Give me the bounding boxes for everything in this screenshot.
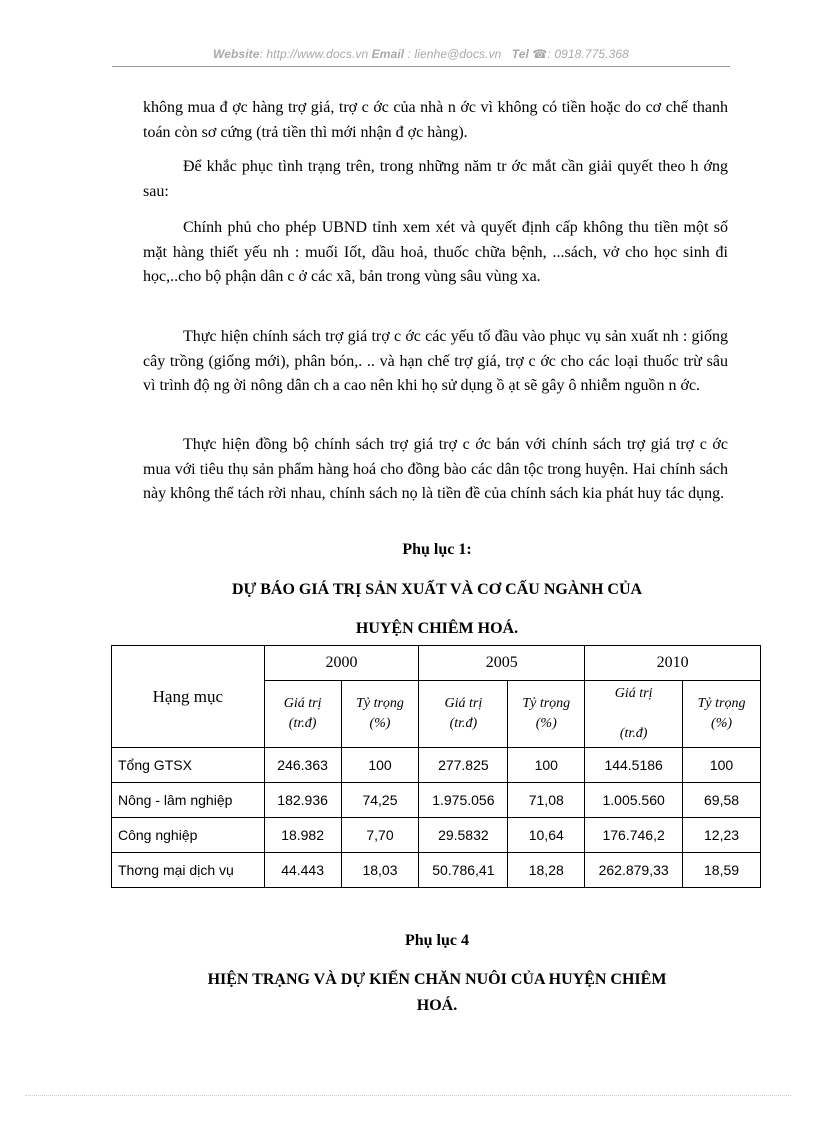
table-cell: 100 [683,748,761,783]
table-cell: 12,23 [683,818,761,853]
appendix-1-title-line-2: HUYỆN CHIÊM HOÁ. [355,620,519,637]
website-label: Website [213,47,260,61]
paragraph-3 [143,216,728,290]
appendix-1-title-line-1: DỰ BÁO GIÁ TRỊ SẢN XUẤT VÀ CƠ CẤU NGÀNH CỦA [231,581,643,598]
email-label: Email [371,47,405,61]
table-cell: 246.363 [264,748,341,783]
table-row [112,853,761,888]
paragraph-2 [143,155,728,204]
table-cell: 69,58 [683,783,761,818]
row-label: Nông - lâm nghiệp [112,783,265,818]
header-divider [112,66,730,67]
footer-divider [25,1095,791,1096]
email-value: : lienhe@docs.vn [404,47,502,61]
table-cell: 182.936 [264,783,341,818]
table-cell: 29.5832 [419,818,508,853]
table-cell: 44.443 [264,853,341,888]
row-label: Tổng GTSX [112,748,265,783]
table-cell: 18,28 [508,853,585,888]
table-cell: 7,70 [341,818,419,853]
tel-value: : 0918.775.368 [547,47,629,61]
table-cell: 176.746,2 [585,818,683,853]
website-value: : http://www.docs.vn [259,47,369,61]
paragraph-1 [143,96,728,145]
paragraph-5-text: Thực hiện đồng bộ chính sách trợ giá trợ c ớc bán với chính sách trợ giá trợ c ớc mua với tiêu thụ sản phẩm hàng hoá cho đồng bào các dân tộc trong huyện. Hai chính sách này không thể tách rời nhau, chính sách nọ là tiền đề của chính sách kia phát huy tác dụng. [143,436,728,502]
paragraph-3-text: Chính phủ cho phép UBND tỉnh xem xét và quyết định cấp không thu tiền một số mặt hàng thiết yếu nh : muối Iốt, dầu hoả, thuốc chữa bệnh, ...sách, vở cho học sinh đi học,..cho bộ phận dân c ở các xã, bản trong vùng sâu vùng xa. [143,219,728,285]
tel-label: Tel [511,47,529,61]
table-cell: 71,08 [508,783,585,818]
value-subheader: Giá trị (tr.đ) [419,681,508,748]
table-cell: 1.975.056 [419,783,508,818]
table-header-row-years [112,646,761,681]
table-row [112,818,761,853]
appendix-4-label: Phụ lục 4 [404,932,469,949]
appendix-1-label: Phụ lục 1: [402,541,472,558]
year-2000-header: 2000 [264,646,419,681]
value-subheader: Giá trị (tr.đ) [585,681,683,748]
value-subheader: Giá trị (tr.đ) [264,681,341,748]
appendix-4-title-line-1: HIỆN TRẠNG VÀ DỰ KIẾN CHĂN NUÔI CỦA HUYỆN CHIÊM [207,971,667,988]
row-header-cell: Hạng mục [112,646,265,748]
paragraph-5 [143,433,728,507]
table-cell: 18.982 [264,818,341,853]
table-cell: 1.005.560 [585,783,683,818]
table-cell: 277.825 [419,748,508,783]
table-row [112,748,761,783]
appendix-4-title-line-2: HOÁ. [416,997,458,1014]
table-cell: 50.786,41 [419,853,508,888]
table-cell: 262.879,33 [585,853,683,888]
paragraph-2-text: Để khắc phục tình trạng trên, trong những năm tr ớc mắt cần giải quyết theo h ớng sau: [143,158,728,200]
table-cell: 18,03 [341,853,419,888]
production-forecast-table [111,645,761,888]
share-subheader: Tỷ trọng (%) [683,681,761,748]
share-subheader: Tỷ trọng (%) [508,681,585,748]
table-cell: 100 [508,748,585,783]
paragraph-4-text: Thực hiện chính sách trợ giá trợ c ớc các yếu tố đầu vào phục vụ sản xuất nh : giống cây trồng (giống mới), phân bón,. .. và hạn chế trợ giá, trợ c ớc cho các loại thuốc trừ sâu vì trình độ ng ời nông dân ch a cao nên khi họ sử dụng ồ ạt sẽ gây ô nhiễm nguồn n ớc. [143,328,728,394]
paragraph-1-text: không mua đ ợc hàng trợ giá, trợ c ớc của nhà n ớc vì không có tiền hoặc do cơ chế thanh toán còn sơ cứng (trả tiền thì mới nhận đ ợc hàng). [143,99,728,141]
phone-icon: ☎ [532,47,548,61]
table-cell: 74,25 [341,783,419,818]
share-subheader: Tỷ trọng (%) [341,681,419,748]
year-2010-header: 2010 [585,646,761,681]
table-row [112,783,761,818]
row-label: Thơng mại dịch vụ [112,853,265,888]
table-cell: 144.5186 [585,748,683,783]
paragraph-4 [143,325,728,399]
table-cell: 100 [341,748,419,783]
year-2005-header: 2005 [419,646,585,681]
page-header [112,47,730,61]
table-cell: 10,64 [508,818,585,853]
table-cell: 18,59 [683,853,761,888]
row-label: Công nghiệp [112,818,265,853]
